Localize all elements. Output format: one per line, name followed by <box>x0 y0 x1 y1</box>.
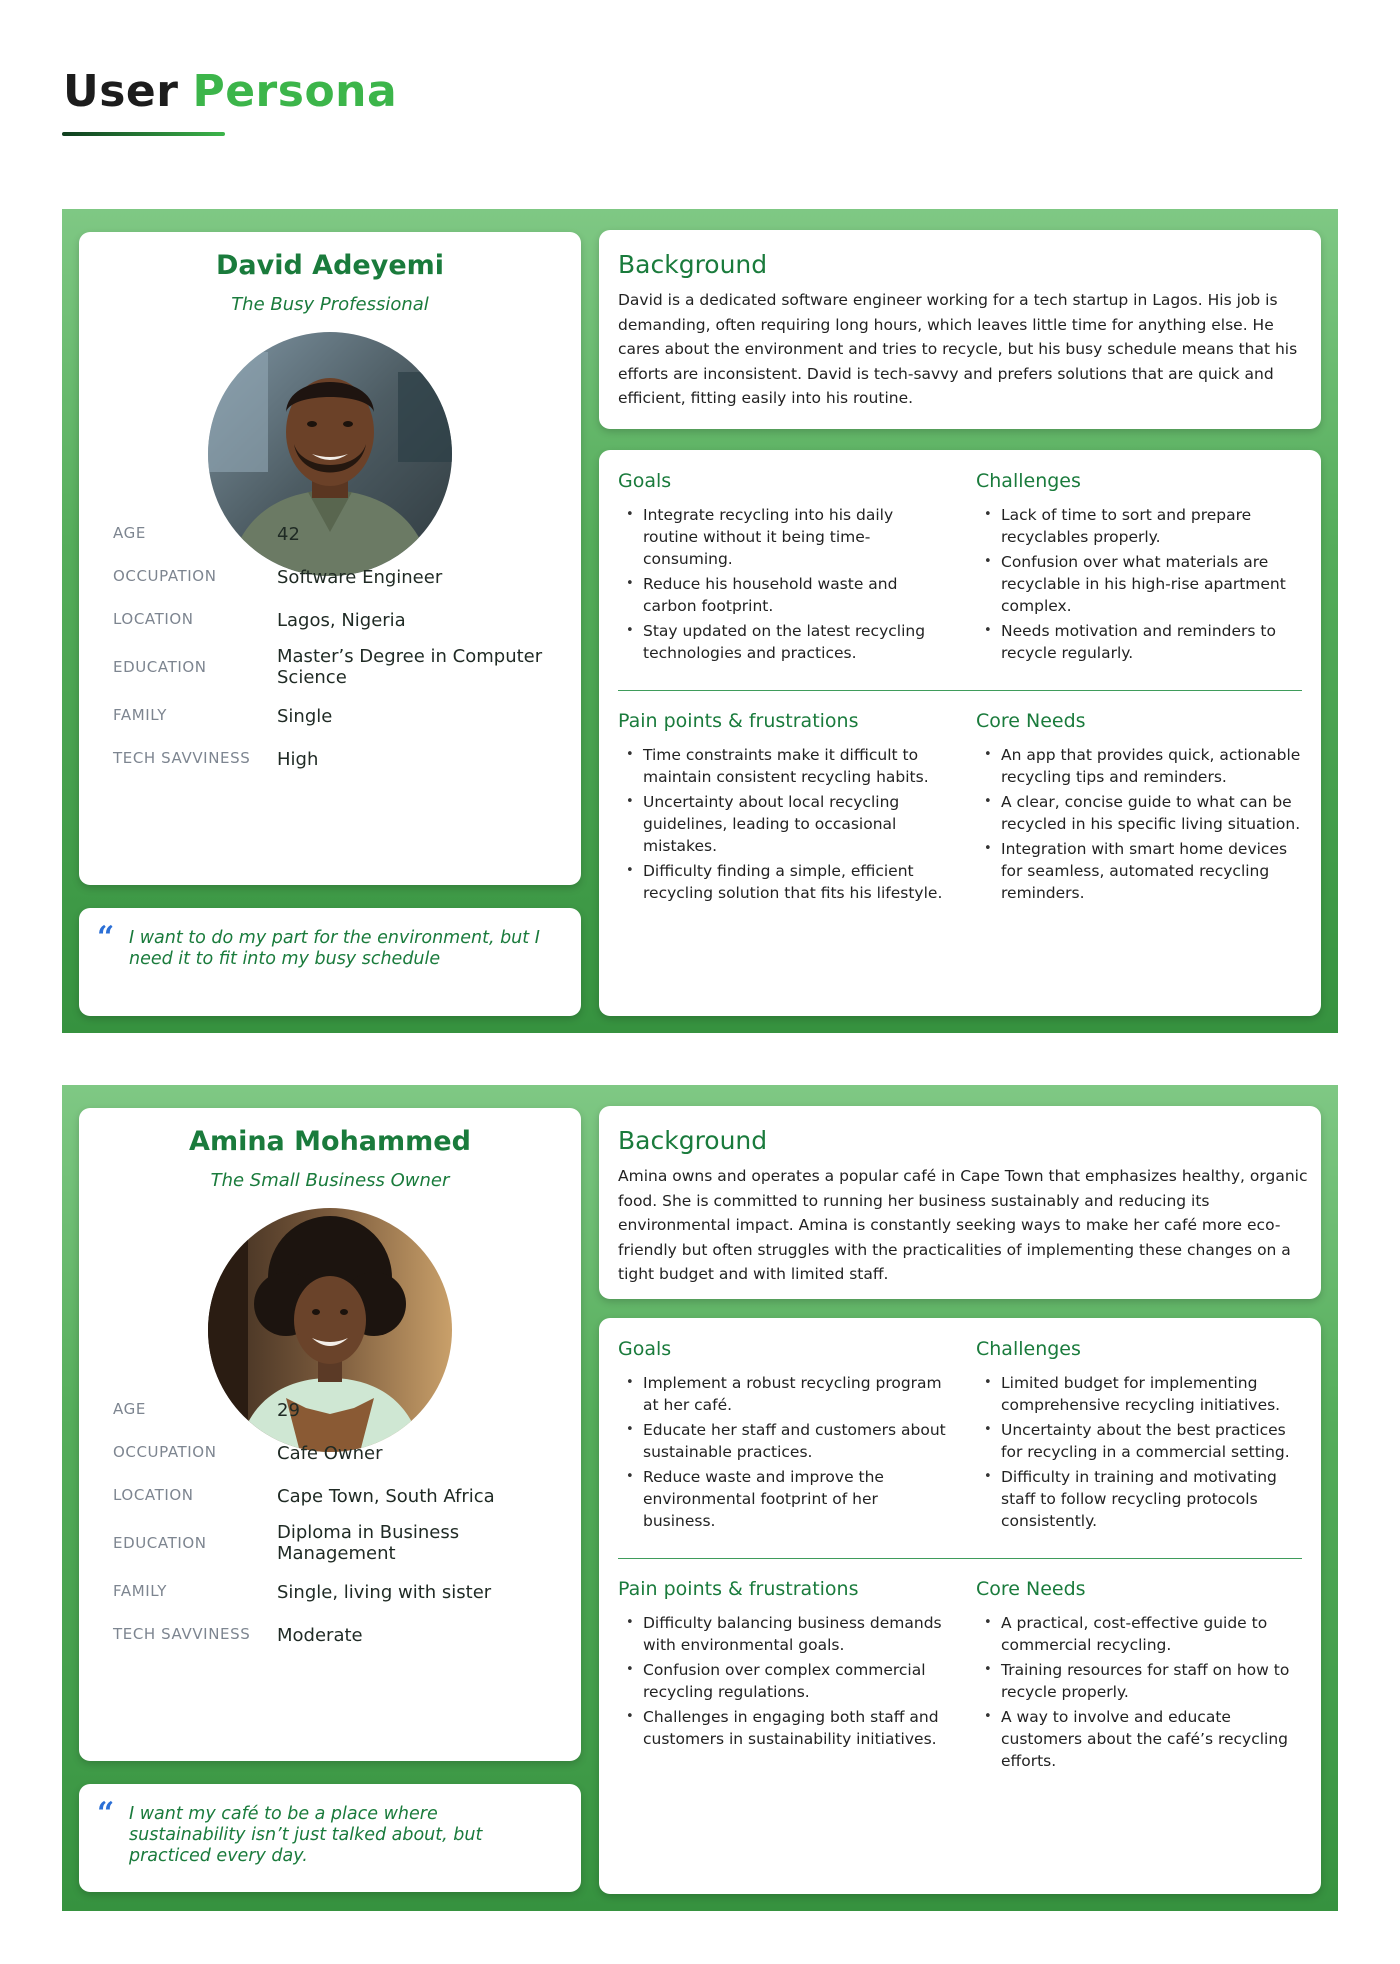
list-item: • A clear, concise guide to what can be recycled in his specific living situation. <box>976 791 1306 835</box>
quote-icon: “ <box>97 920 115 955</box>
list-item: • A practical, cost-effective guide to commercial recycling. <box>976 1612 1306 1656</box>
list-item: • Uncertainty about the best practices for recycling in a commercial setting. <box>976 1419 1306 1463</box>
persona-section-david <box>62 209 1338 1033</box>
fact-value: Software Engineer <box>277 567 443 588</box>
list-item: • Limited budget for implementing comprehensive recycling initiatives. <box>976 1372 1306 1416</box>
goals-heading: Goals <box>618 470 672 492</box>
fact-label: EDUCATION <box>113 1534 207 1552</box>
list-item: • Needs motivation and reminders to recycle regularly. <box>976 620 1306 664</box>
background-text: David is a dedicated software engineer working for a tech startup in Lagos. His job is demanding, often requiring long hours, which leaves little time for anything else. He cares about the environment and tries to recycle, but his busy schedule means that his efforts are inconsistent. David is tech-savvy and prefers solutions that are quick and efficient, fitting easily into his routine. <box>618 291 1298 407</box>
details-card <box>599 1318 1321 1894</box>
fact-label: AGE <box>113 1400 146 1418</box>
list-item: • Reduce waste and improve the environmental footprint of her business. <box>618 1466 948 1532</box>
persona-quote: I want to do my part for the environment, but I need it to fit into my busy schedule <box>129 928 540 969</box>
list-item: • Difficulty balancing business demands with environmental goals. <box>618 1612 948 1656</box>
challenges-heading: Challenges <box>976 470 1081 492</box>
background-card <box>599 1106 1321 1299</box>
fact-value: 29 <box>277 1400 300 1421</box>
quote-card <box>79 1784 581 1892</box>
list-item: • Difficulty finding a simple, efficient recycling solution that fits his lifestyle. <box>618 860 948 904</box>
profile-card <box>79 232 581 885</box>
quote-card <box>79 908 581 1016</box>
page-title <box>63 66 397 117</box>
challenges-list <box>976 1372 1306 1535</box>
list-item: • Integrate recycling into his daily routine without it being time-consuming. <box>618 504 948 570</box>
list-item: • Reduce his household waste and carbon footprint. <box>618 573 948 617</box>
fact-label: FAMILY <box>113 1582 168 1600</box>
background-heading: Background <box>618 1126 768 1155</box>
list-item: • A way to involve and educate customers about the café’s recycling efforts. <box>976 1706 1306 1772</box>
core-needs-list <box>976 1612 1306 1775</box>
fact-value: Diploma in Business Management <box>277 1522 460 1564</box>
page-title-word-1: User <box>63 66 179 117</box>
fact-value: Moderate <box>277 1625 363 1646</box>
goals-list <box>618 1372 948 1535</box>
background-heading: Background <box>618 250 768 279</box>
list-item: • Educate her staff and customers about sustainable practices. <box>618 1419 948 1463</box>
fact-label: TECH SAVVINESS <box>113 1625 251 1643</box>
page-title-word-2: Persona <box>192 66 398 117</box>
core-needs-heading: Core Needs <box>976 1578 1086 1600</box>
fact-value: Single, living with sister <box>277 1582 492 1603</box>
core-needs-list <box>976 744 1306 907</box>
persona-quote: I want my café to be a place where sustainability isn’t just talked about, but practiced every day. <box>129 1804 483 1866</box>
pain-points-heading: Pain points & frustrations <box>618 1578 859 1600</box>
persona-role: The Busy Professional <box>231 294 429 315</box>
persona-section-amina <box>62 1085 1338 1911</box>
fact-label: AGE <box>113 524 146 542</box>
section-divider <box>618 1558 1302 1559</box>
list-item: • Difficulty in training and motivating staff to follow recycling protocols consistently. <box>976 1466 1306 1532</box>
persona-name: David Adeyemi <box>215 250 445 281</box>
challenges-heading: Challenges <box>976 1338 1081 1360</box>
title-underline <box>62 132 225 136</box>
list-item: • Challenges in engaging both staff and customers in sustainability initiatives. <box>618 1706 948 1750</box>
pain-points-list <box>618 1612 948 1753</box>
quote-icon: “ <box>97 1796 115 1831</box>
fact-label: LOCATION <box>113 1486 194 1504</box>
fact-value: Cape Town, South Africa <box>277 1486 495 1507</box>
fact-value: Single <box>277 706 333 727</box>
fact-label: TECH SAVVINESS <box>113 749 251 767</box>
fact-label: LOCATION <box>113 610 194 628</box>
challenges-list <box>976 504 1306 667</box>
list-item: • Confusion over what materials are recyclable in his high-rise apartment complex. <box>976 551 1306 617</box>
section-divider <box>618 690 1302 691</box>
goals-list <box>618 504 948 667</box>
list-item: • Time constraints make it difficult to maintain consistent recycling habits. <box>618 744 948 788</box>
profile-card <box>79 1108 581 1761</box>
list-item: • Stay updated on the latest recycling technologies and practices. <box>618 620 948 664</box>
pain-points-heading: Pain points & frustrations <box>618 710 859 732</box>
persona-name: Amina Mohammed <box>189 1126 471 1157</box>
goals-heading: Goals <box>618 1338 672 1360</box>
fact-value: Master’s Degree in Computer Science <box>277 646 543 688</box>
list-item: • Integration with smart home devices for seamless, automated recycling reminders. <box>976 838 1306 904</box>
fact-value: 42 <box>277 524 300 545</box>
list-item: • An app that provides quick, actionable recycling tips and reminders. <box>976 744 1306 788</box>
fact-value: Cafe Owner <box>277 1443 383 1464</box>
details-card <box>599 450 1321 1016</box>
core-needs-heading: Core Needs <box>976 710 1086 732</box>
list-item: • Training resources for staff on how to recycle properly. <box>976 1659 1306 1703</box>
fact-label: FAMILY <box>113 706 168 724</box>
fact-label: OCCUPATION <box>113 1443 217 1461</box>
background-text: Amina owns and operates a popular café in Cape Town that emphasizes healthy, organic food. She is committed to running her business sustainably and reducing its environmental impact. Amina is constantly seeking ways to make her café more eco-friendly but often struggles with the practicalities of implementing these changes on a tight budget and with limited staff. <box>618 1167 1308 1283</box>
fact-value: Lagos, Nigeria <box>277 610 406 631</box>
fact-value: High <box>277 749 319 770</box>
fact-label: EDUCATION <box>113 658 207 676</box>
background-card <box>599 230 1321 429</box>
persona-role: The Small Business Owner <box>210 1170 450 1191</box>
pain-points-list <box>618 744 948 907</box>
list-item: • Implement a robust recycling program at her café. <box>618 1372 948 1416</box>
list-item: • Lack of time to sort and prepare recyclables properly. <box>976 504 1306 548</box>
fact-label: OCCUPATION <box>113 567 217 585</box>
list-item: • Confusion over complex commercial recycling regulations. <box>618 1659 948 1703</box>
list-item: • Uncertainty about local recycling guidelines, leading to occasional mistakes. <box>618 791 948 857</box>
